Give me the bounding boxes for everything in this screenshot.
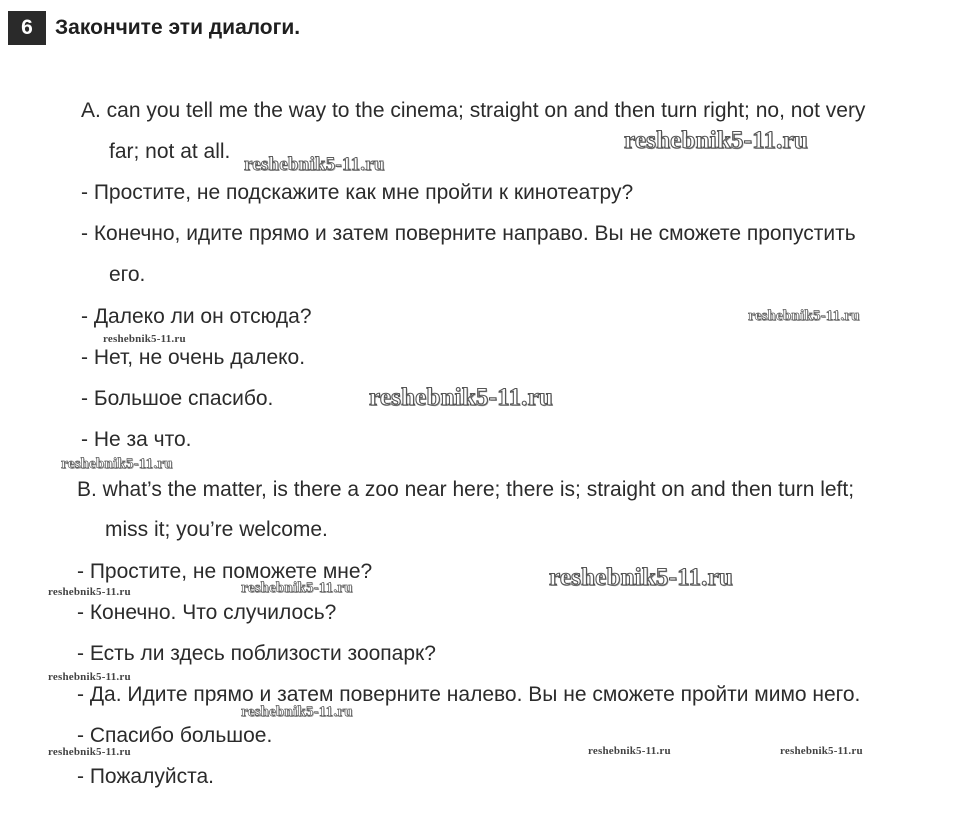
watermark: reshebnik5-11.ru: [244, 154, 385, 175]
watermark: reshebnik5-11.ru: [103, 333, 186, 345]
watermark: reshebnik5-11.ru: [780, 745, 863, 757]
watermark: reshebnik5-11.ru: [48, 586, 131, 598]
exercise-title: Закончите эти диалоги.: [55, 16, 301, 39]
dialogue-line: - Не за что.: [81, 428, 192, 451]
dialogue-line: - Да. Идите прямо и затем поверните налево. Вы не сможете пройти мимо него.: [77, 683, 861, 706]
dialogue-line: - Нет, не очень далеко.: [81, 346, 306, 369]
watermark: reshebnik5-11.ru: [588, 745, 671, 757]
dialogue-line: - Конечно. Что случилось?: [77, 601, 337, 624]
dialogue-line: его.: [109, 263, 146, 286]
dialogue-line: - Простите, не поможете мне?: [77, 560, 373, 583]
watermark: reshebnik5-11.ru: [748, 308, 860, 324]
watermark: reshebnik5-11.ru: [48, 671, 131, 683]
section-b-prompt-line1: B. what’s the matter, is there a zoo near here; there is; straight on and then turn left;: [77, 478, 855, 501]
watermark: reshebnik5-11.ru: [549, 564, 734, 591]
section-a-prompt-line2: far; not at all.: [109, 140, 231, 163]
dialogue-line: - Спасибо большое.: [77, 724, 273, 747]
dialogue-line: - Простите, не подскажите как мне пройти к кинотеатру?: [81, 181, 634, 204]
watermark: reshebnik5-11.ru: [369, 384, 554, 411]
exercise-header: [8, 11, 300, 45]
dialogue-line: - Конечно, идите прямо и затем поверните направо. Вы не сможете пропустить: [81, 222, 856, 245]
section-a-prompt-line1: A. can you tell me the way to the cinema; straight on and then turn right; no, not very: [81, 99, 866, 122]
dialogue-line: - Есть ли здесь поблизости зоопарк?: [77, 642, 436, 665]
dialogue-line: - Далеко ли он отсюда?: [81, 305, 312, 328]
watermark: reshebnik5-11.ru: [48, 746, 131, 758]
exercise-number-badge: 6: [8, 11, 46, 45]
section-b-prompt-line2: miss it; you’re welcome.: [105, 518, 328, 541]
watermark: reshebnik5-11.ru: [241, 704, 353, 720]
watermark: reshebnik5-11.ru: [624, 127, 809, 154]
dialogue-line: - Пожалуйста.: [77, 765, 214, 788]
dialogue-line: - Большое спасибо.: [81, 387, 274, 410]
watermark: reshebnik5-11.ru: [241, 580, 353, 596]
watermark: reshebnik5-11.ru: [61, 456, 173, 472]
